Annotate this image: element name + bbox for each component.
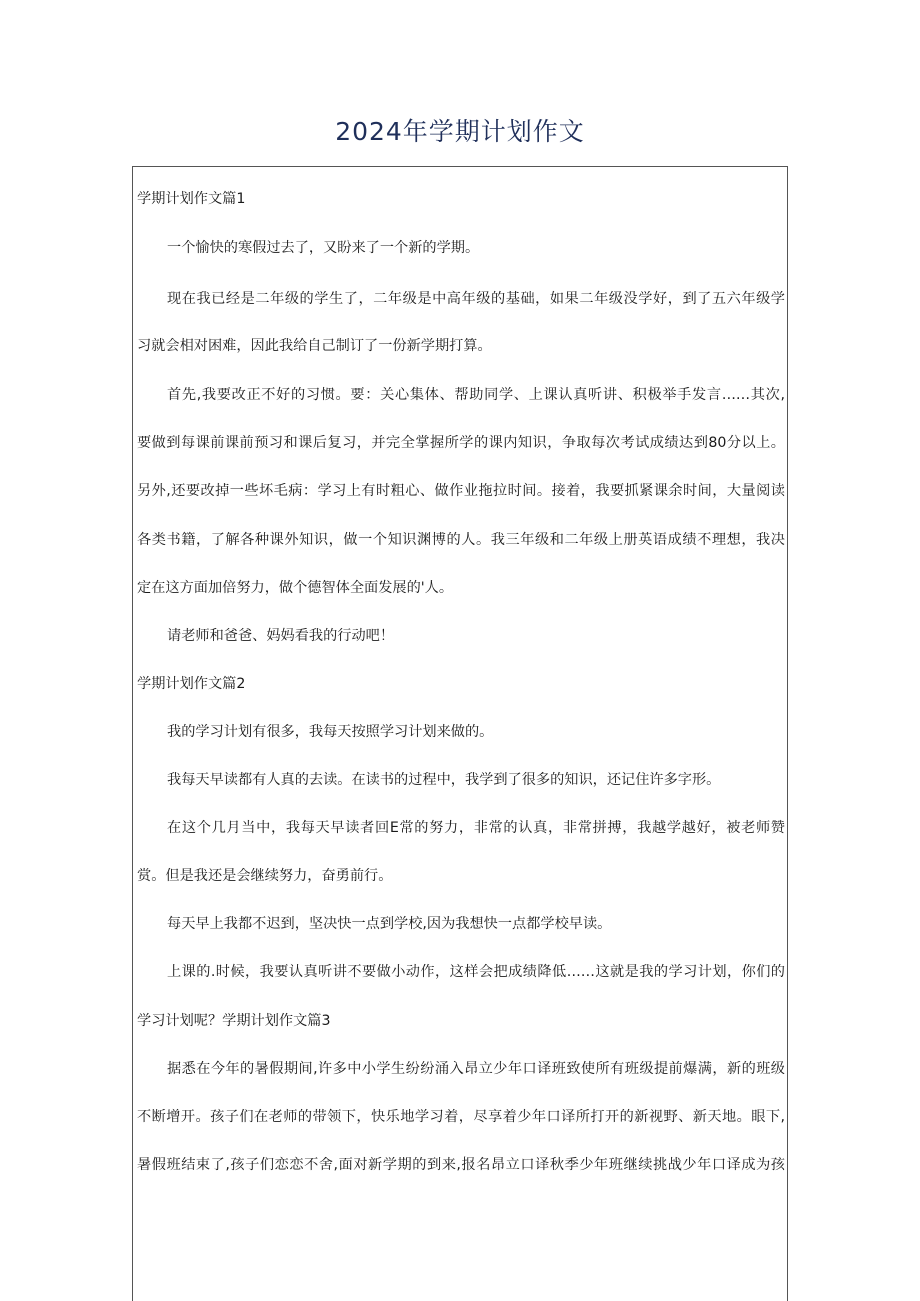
paragraph-line: 据悉在今年的暑假期间,许多中小学生纷纷涌入昂立少年口译班致使所有班级提前爆满，新的班级 (167, 1061, 785, 1077)
paragraph-line: 首先,我要改正不好的习惯。要：关心集体、帮助同学、上课认真听讲、积极举手发言……其次, (167, 387, 785, 403)
paragraph-line: 要做到每课前课前预习和课后复习，并完全掌握所学的课内知识，争取每次考试成绩达到80分以上。 (137, 435, 785, 451)
paragraph-line: 我每天早读都有人真的去读。在读书的过程中，我学到了很多的知识，还记住许多字形。 (167, 772, 721, 788)
paragraph-line: 上课的.时候，我要认真听讲不要做小动作，这样会把成绩降低……这就是我的学习计划，你们的 (167, 964, 785, 980)
document-title: 2024年学期计划作文 (335, 117, 585, 146)
section-heading-2: 学期计划作文篇2 (137, 676, 246, 692)
paragraph-line: 不断增开。孩子们在老师的带领下，快乐地学习着，尽享着少年口译所打开的新视野、新天地。眼下, (137, 1109, 785, 1125)
paragraph-line: 每天早上我都不迟到，坚决快一点到学校,因为我想快一点都学校早读。 (167, 916, 612, 932)
paragraph-line: 赏。但是我还是会继续努力，奋勇前行。 (137, 868, 393, 884)
paragraph-line: 一个愉快的寒假过去了，又盼来了一个新的学期。 (167, 240, 480, 256)
paragraph-line: 在这个几月当中，我每天早读者回E常的努力，非常的认真，非常拼搏，我越学越好，被老师赞 (167, 820, 785, 836)
paragraph-line: 各类书籍，了解各种课外知识，做一个知识渊博的人。我三年级和二年级上册英语成绩不理想，我决 (137, 532, 785, 548)
paragraph-line: 我的学习计划有很多，我每天按照学习计划来做的。 (167, 724, 494, 740)
paragraph-line: 暑假班结束了,孩子们恋恋不舍,面对新学期的到来,报名昂立口译秋季少年班继续挑战少年口译成为孩 (137, 1157, 785, 1173)
paragraph-line: 定在这方面加倍努力，做个德智体全面发展的'人。 (137, 580, 454, 596)
paragraph-line: 请老师和爸爸、妈妈看我的行动吧！ (167, 628, 395, 644)
paragraph-line: 另外,还要改掉一些坏毛病：学习上有时粗心、做作业拖拉时间。接着，我要抓紧课余时间，大量阅读 (137, 483, 785, 499)
section-heading-1: 学期计划作文篇1 (137, 191, 246, 207)
paragraph-line: 习就会相对困难，因此我给自己制订了一份新学期打算。 (137, 338, 492, 354)
paragraph-line: 现在我已经是二年级的学生了，二年级是中高年级的基础，如果二年级没学好，到了五六年级学 (167, 291, 785, 307)
section-heading-3: 学习计划呢？学期计划作文篇3 (137, 1013, 331, 1029)
